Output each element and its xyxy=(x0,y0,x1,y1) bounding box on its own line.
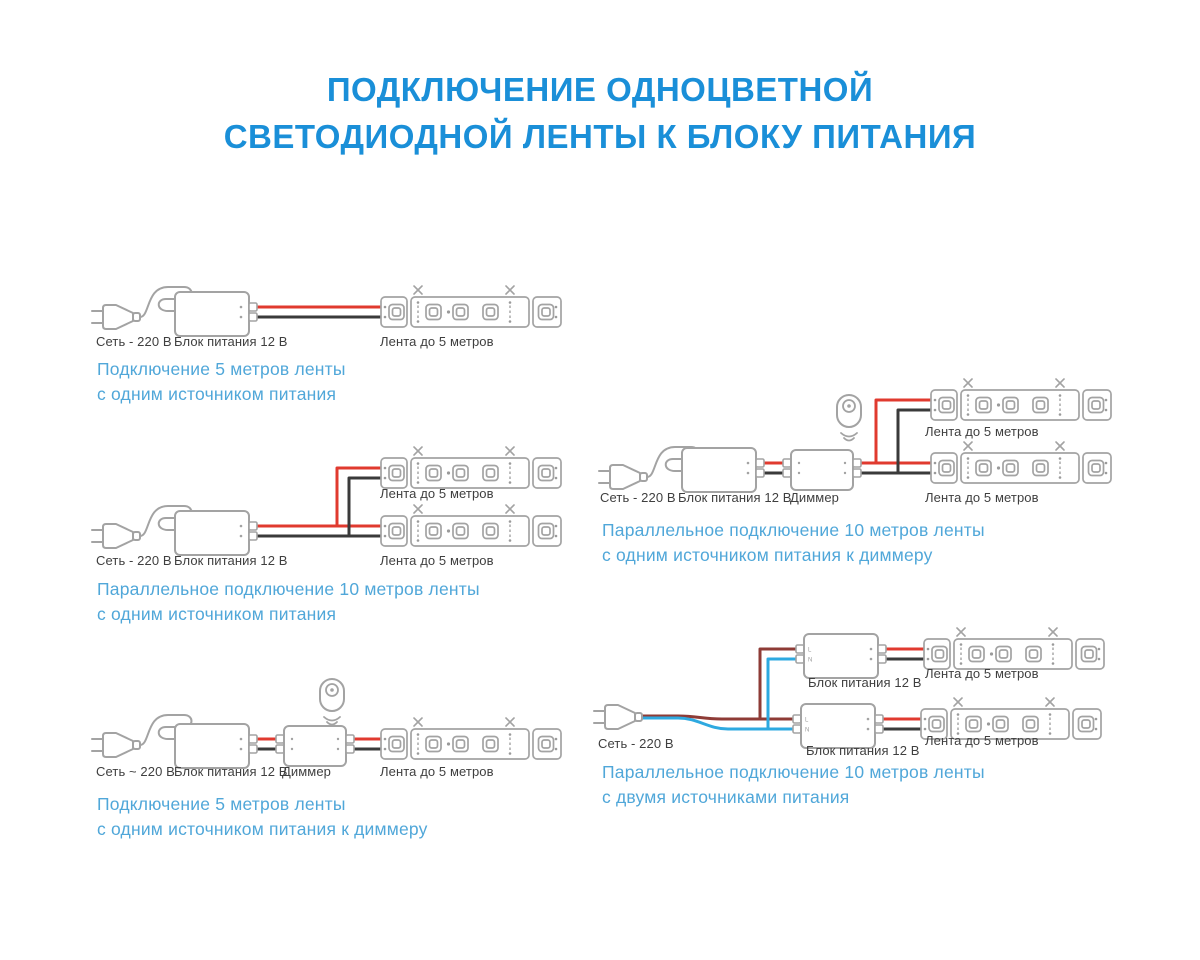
psu-top-label: Блок питания 12 В xyxy=(808,675,922,690)
strip-top-label: Лента до 5 метров xyxy=(925,424,1039,439)
strip-bottom-label: Лента до 5 метров xyxy=(380,553,494,568)
diagram-3-caption xyxy=(97,792,428,842)
led-strip-graphic xyxy=(381,286,561,327)
mains-label: Сеть - 220 В xyxy=(96,334,172,349)
strip-top-label: Лента до 5 метров xyxy=(380,486,494,501)
psu-label: Блок питания 12 В xyxy=(174,553,288,568)
psu-label: Блок питания 12 В xyxy=(678,490,792,505)
caption-line: Параллельное подключение 10 метров ленты xyxy=(602,762,985,782)
dimmer-label: Диммер xyxy=(282,764,332,779)
caption-line: с одним источником питания к диммеру xyxy=(97,819,428,839)
power-supply-box xyxy=(175,292,257,336)
power-plug-icon xyxy=(92,733,140,757)
power-supply-box xyxy=(796,634,886,678)
power-supply-box xyxy=(175,511,257,555)
strip-bottom-label: Лента до 5 метров xyxy=(925,733,1039,748)
mains-label: Сеть ~ 220 В xyxy=(96,764,175,779)
led-strip-graphic xyxy=(924,628,1104,669)
power-plug-icon xyxy=(92,305,140,329)
power-plug-icon xyxy=(92,524,140,548)
power-supply-box xyxy=(175,724,257,768)
power-supply-box xyxy=(793,704,883,748)
psu-bottom-label: Блок питания 12 В xyxy=(806,743,920,758)
power-plug-icon xyxy=(599,465,647,489)
caption-line: Параллельное подключение 10 метров ленты xyxy=(97,579,480,599)
dimmer-box xyxy=(783,450,861,490)
diagram-5-caption xyxy=(602,760,985,810)
led-strip-graphic xyxy=(381,505,561,546)
strip-bottom-label: Лента до 5 метров xyxy=(925,490,1039,505)
caption-line: Подключение 5 метров ленты xyxy=(97,359,346,379)
caption-line: с двумя источниками питания xyxy=(602,787,850,807)
diagram-2-graphic xyxy=(88,440,568,560)
mains-label: Сеть - 220 В xyxy=(96,553,172,568)
dimmer-box xyxy=(276,726,354,766)
dimmer-label: Диммер xyxy=(790,490,840,505)
led-strip-graphic xyxy=(931,442,1111,483)
page-title xyxy=(0,66,1200,160)
mains-label: Сеть - 220 В xyxy=(598,736,674,751)
mains-label: Сеть - 220 В xyxy=(600,490,676,505)
power-plug-icon xyxy=(594,705,642,729)
caption-line: Подключение 5 метров ленты xyxy=(97,794,346,814)
diagram-4-caption xyxy=(602,518,985,568)
caption-line: с одним источником питания xyxy=(97,604,337,624)
strip-label: Лента до 5 метров xyxy=(380,764,494,779)
caption-line: с одним источником питания xyxy=(97,384,337,404)
strip-top-label: Лента до 5 метров xyxy=(925,666,1039,681)
caption-line: с одним источником питания к диммеру xyxy=(602,545,933,565)
page-title-line1: ПОДКЛЮЧЕНИЕ ОДНОЦВЕТНОЙ xyxy=(326,71,874,108)
page-title-line2: СВЕТОДИОДНОЙ ЛЕНТЫ К БЛОКУ ПИТАНИЯ xyxy=(223,118,977,155)
power-supply-box xyxy=(682,448,764,492)
caption-line: Параллельное подключение 10 метров ленты xyxy=(602,520,985,540)
psu-label: Блок питания 12 В xyxy=(174,334,288,349)
led-strip-graphic xyxy=(381,718,561,759)
diagram-2-caption xyxy=(97,577,480,627)
diagram-1-caption xyxy=(97,357,346,407)
led-strip-graphic xyxy=(381,447,561,488)
remote-control-icon xyxy=(837,395,861,441)
strip-label: Лента до 5 метров xyxy=(380,334,494,349)
remote-control-icon xyxy=(320,679,344,725)
led-strip-graphic xyxy=(931,379,1111,420)
psu-label: Блок питания 12 В xyxy=(174,764,288,779)
